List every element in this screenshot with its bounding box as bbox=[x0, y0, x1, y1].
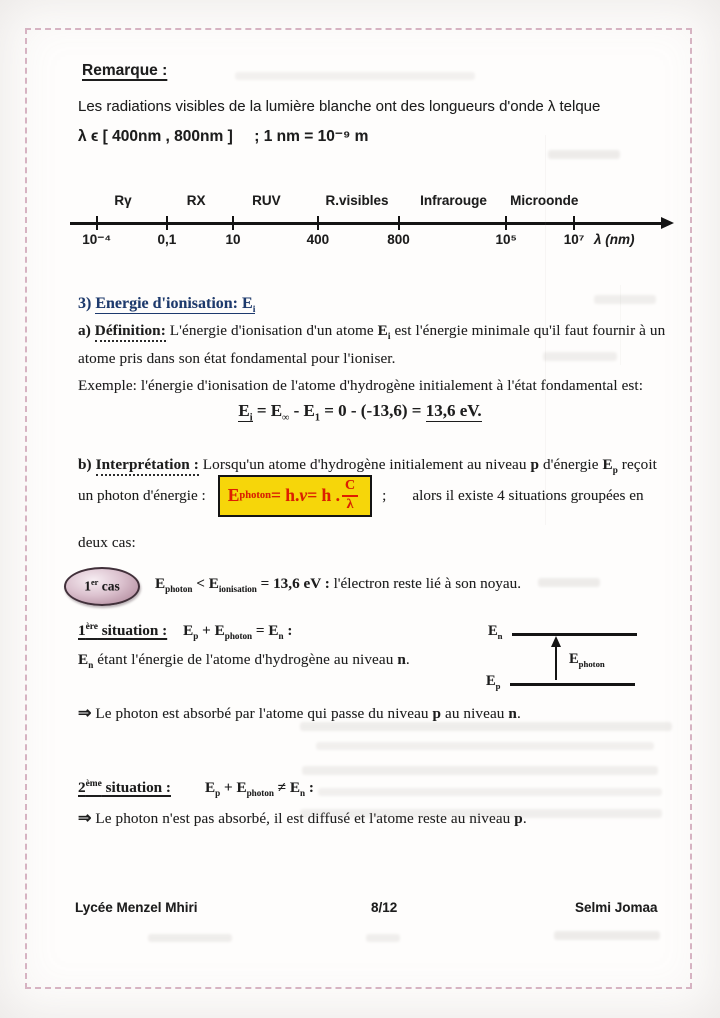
situation2-label: 2ème situation : bbox=[78, 779, 171, 797]
axis-arrowhead-icon bbox=[661, 217, 674, 229]
situation2-formula: $E_p + E_{photon} \ne E_n$ : bbox=[204, 779, 314, 799]
level-n-line bbox=[512, 633, 637, 636]
situation2-conclusion: ⇒ Le photon n'est pas absorbé, il est diffusé et l'atome reste au niveau p. bbox=[78, 810, 527, 827]
bleedthrough-mark bbox=[300, 809, 662, 818]
energy-level-diagram bbox=[480, 615, 650, 697]
two-cases-line: deux cas: bbox=[78, 534, 136, 551]
wavelength-range-text: λ ϵ [ 400nm , 800nm ] ; 1 nm = 10⁻⁹ m bbox=[78, 128, 369, 145]
bleedthrough-gridline bbox=[545, 135, 546, 525]
situation1-conclusion: ⇒ Le photon est absorbé par l'atome qui passe du niveau p au niveau n. bbox=[78, 705, 521, 722]
bleedthrough-mark bbox=[543, 352, 617, 361]
bleedthrough-mark bbox=[302, 766, 658, 775]
footer-page-number: 8/12 bbox=[371, 900, 398, 915]
axis-tick-mark bbox=[573, 216, 575, 230]
axis-tick-label-0-1: 0,1 bbox=[157, 232, 177, 247]
photon-energy-formula-box: E photon = h. ν = h . $\frac{C}{\lambda}$ bbox=[218, 475, 372, 517]
bleedthrough-mark bbox=[300, 722, 672, 731]
definition-label: Définition: bbox=[95, 322, 166, 342]
spectrum-band-rx: RX bbox=[186, 193, 206, 208]
spectrum-band-infrarouge: Infrarouge bbox=[420, 193, 487, 208]
level-p-label: $E_p$ bbox=[486, 673, 501, 691]
axis-tick-label-10: 10⁵ bbox=[495, 232, 517, 247]
spectrum-band-r-visibles: R.visibles bbox=[325, 193, 389, 208]
axis-tick-label-800: 800 bbox=[387, 232, 410, 247]
axis-tick-mark bbox=[232, 216, 234, 230]
axis-tick-mark bbox=[505, 216, 507, 230]
section3-heading bbox=[78, 295, 255, 315]
spectrum-band-ruv: RUV bbox=[252, 193, 281, 208]
axis-tick-label-10: 10⁷ bbox=[563, 232, 585, 247]
case1-badge: 1er cas bbox=[64, 567, 140, 606]
situation1-description: $E_n$ étant l'énergie de l'atome d'hydrogène au niveau n. bbox=[78, 651, 410, 671]
photon-line-suffix: alors il existe 4 situations groupées en bbox=[412, 487, 644, 504]
situation1-label: 1ère situation : bbox=[78, 622, 168, 640]
bleedthrough-mark bbox=[538, 578, 600, 587]
implies-icon: ⇒ bbox=[78, 810, 92, 827]
situation2-line bbox=[78, 779, 314, 798]
intro-text: Les radiations visibles de la lumière blanche ont des longueurs d'onde λ telque bbox=[78, 98, 601, 115]
nu-symbol: ν bbox=[299, 485, 308, 505]
definition-line-1: a) Définition: L'énergie d'ionisation d'un atome $E_i$ est l'énergie minimale qu'il faut fournir à un bbox=[78, 322, 666, 342]
section3-number: 3) bbox=[78, 295, 96, 312]
situation1-formula: $E_p + E_{photon} = E_n$ : bbox=[183, 622, 293, 642]
axis-tick-label-10: 10⁻⁴ bbox=[82, 232, 112, 247]
bleedthrough-mark bbox=[548, 150, 620, 159]
footer-author: Selmi Jomaa bbox=[575, 900, 658, 915]
ionization-equation: $E_i = E_\infty - E_1 = 0 - (-13,6) = 13,6$ eV. bbox=[238, 401, 482, 424]
situation1-line bbox=[78, 622, 292, 641]
axis-unit-label: λ (nm) bbox=[593, 232, 635, 247]
definition-prefix: a) bbox=[78, 322, 95, 339]
remark-heading-text: Remarque : bbox=[82, 62, 168, 79]
case1-statement: $E_{photon} < E_{ionisation} = 13,6$ eV : l'électron reste lié à son noyau. bbox=[155, 575, 522, 595]
implies-icon: ⇒ bbox=[78, 705, 92, 722]
spectrum-band-r: Rγ bbox=[114, 193, 132, 208]
level-n-label: $E_n$ bbox=[488, 623, 503, 641]
axis-tick-mark bbox=[166, 216, 168, 230]
photon-arrow-line bbox=[555, 640, 557, 680]
bleedthrough-mark bbox=[235, 72, 475, 80]
axis-tick-mark bbox=[96, 216, 98, 230]
bleedthrough-mark bbox=[318, 788, 662, 796]
example-line: Exemple: l'énergie d'ionisation de l'atome d'hydrogène initialement à l'état fondamental est: bbox=[78, 377, 644, 394]
axis-tick-label-10: 10 bbox=[225, 232, 241, 247]
interpretation-label: Interprétation : bbox=[96, 456, 199, 476]
c-over-lambda-fraction: $\frac{C}{\lambda}$ bbox=[342, 479, 358, 512]
level-p-line bbox=[510, 683, 635, 686]
section3-title: Energie d'ionisation: $E_i$ bbox=[95, 295, 256, 316]
bleedthrough-mark bbox=[554, 931, 660, 940]
bleedthrough-gridline bbox=[620, 285, 621, 365]
bleedthrough-mark bbox=[148, 934, 232, 942]
equation-result: 13,6 eV. bbox=[425, 401, 482, 420]
photon-energy-row: un photon d'énergie : E photon = h. ν = h . $\frac{C}{\lambda}$ ; alors il existe 4 situations groupées en bbox=[78, 470, 688, 522]
bleedthrough-mark bbox=[366, 934, 400, 942]
axis-tick-label-400: 400 bbox=[306, 232, 330, 247]
axis-tick-mark bbox=[317, 216, 319, 230]
interpretation-line-1: b) Interprétation : Lorsqu'un atome d'hydrogène initialement au niveau p d'énergie $E_p$ reçoit bbox=[78, 456, 657, 476]
wavelength-axis-diagram bbox=[82, 193, 670, 255]
photon-line-prefix: un photon d'énergie : bbox=[78, 487, 206, 504]
remark-heading bbox=[82, 62, 167, 80]
footer-school: Lycée Menzel Mhiri bbox=[75, 900, 198, 915]
bleedthrough-mark bbox=[316, 742, 654, 750]
interpretation-prefix: b) bbox=[78, 456, 96, 473]
axis-tick-mark bbox=[398, 216, 400, 230]
spectrum-band-microonde: Microonde bbox=[510, 193, 579, 208]
photon-arrow-label: $E_{photon}$ bbox=[569, 651, 605, 669]
bleedthrough-mark bbox=[594, 295, 656, 304]
definition-line-2: atome pris dans son état fondamental pour l'ioniser. bbox=[78, 350, 396, 367]
